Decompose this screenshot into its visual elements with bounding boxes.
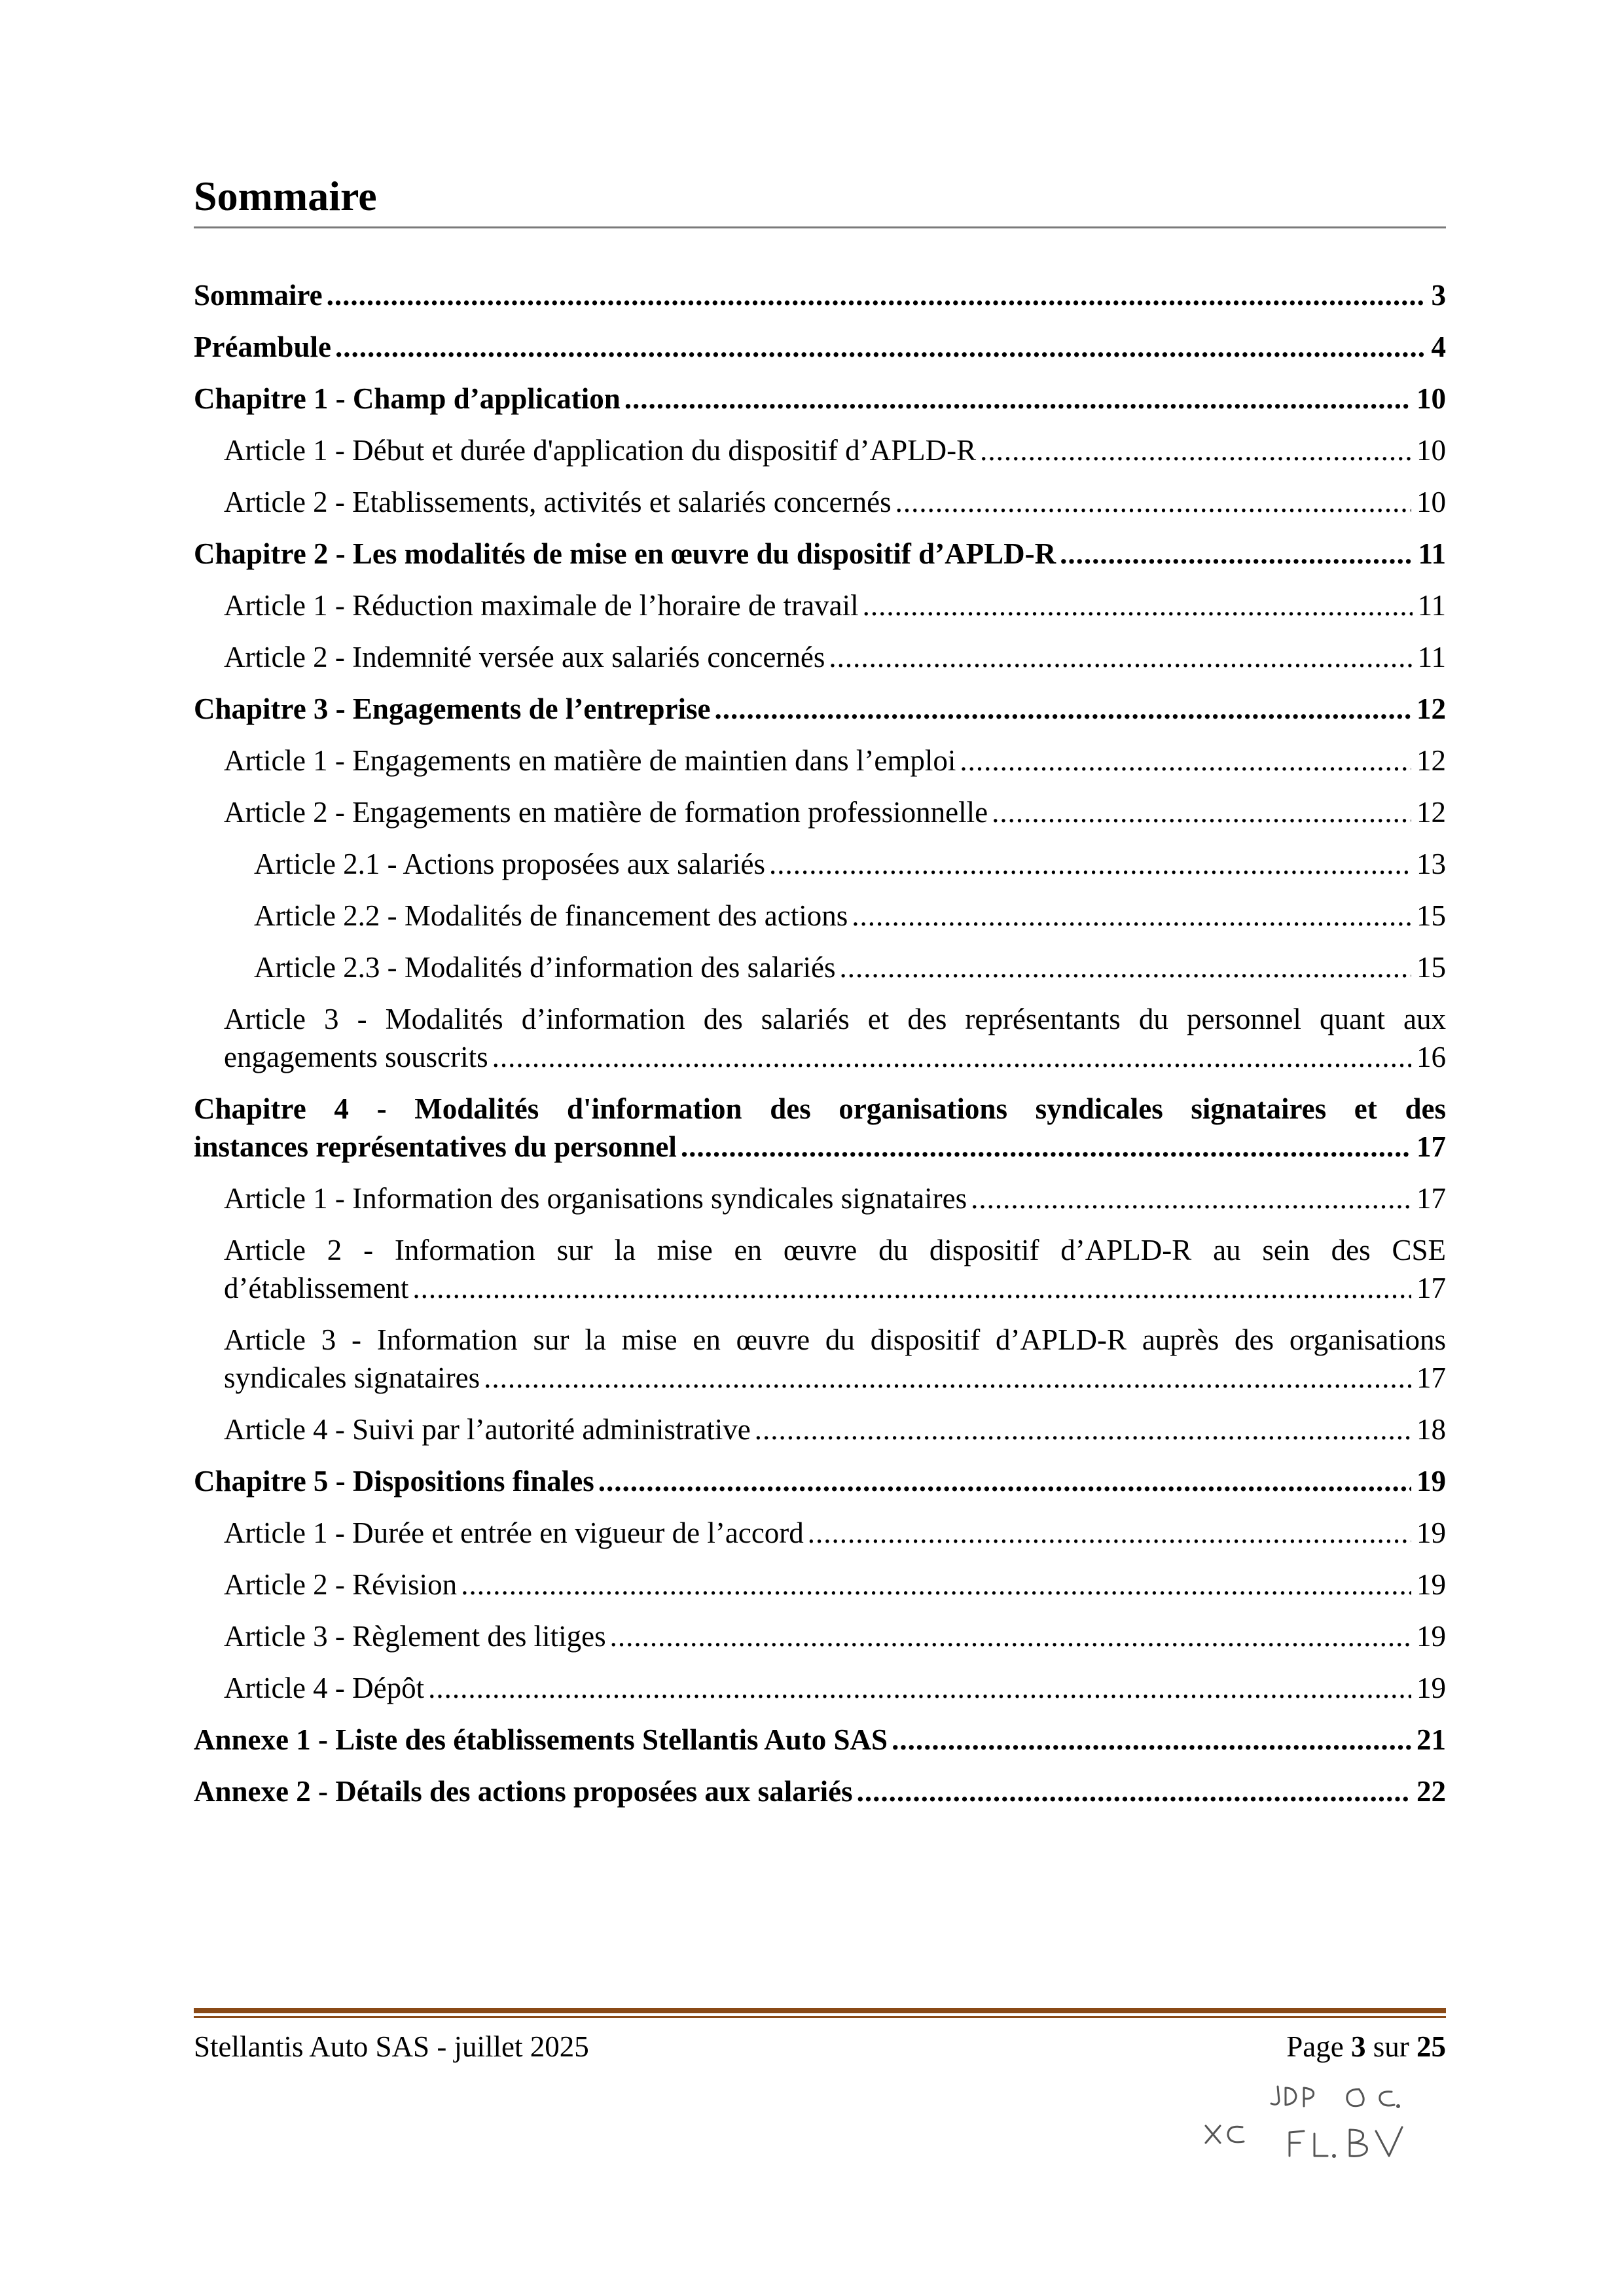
page-mid: sur — [1373, 2030, 1409, 2063]
toc-entry[interactable] — [194, 948, 1446, 986]
toc-dot-leader — [624, 380, 1411, 418]
toc-dot-leader — [484, 1359, 1411, 1397]
toc-entry-label: instances représentatives du personnel — [194, 1130, 677, 1163]
footer-rule — [194, 2008, 1446, 2013]
toc-entry-label: Chapitre 1 - Champ d’application — [194, 382, 621, 415]
toc-entry-label-line1: Article 3 - Modalités d’information des salariés et des représentants du personnel quant aux — [224, 1003, 1446, 1035]
toc-dot-leader — [335, 328, 1426, 366]
toc-entry-label: Article 2 - Révision — [224, 1568, 458, 1601]
toc-entry-page: 19 — [1416, 1465, 1446, 1498]
toc-dot-leader — [895, 483, 1411, 521]
footer-rule-thin — [194, 2016, 1446, 2018]
title-rule — [194, 226, 1446, 228]
table-of-contents — [194, 276, 1446, 1824]
toc-entry-label: Article 3 - Règlement des litiges — [224, 1620, 606, 1653]
toc-dot-leader — [892, 1721, 1411, 1759]
toc-entry[interactable] — [194, 1617, 1446, 1655]
toc-entry-label: Chapitre 2 - Les modalités de mise en œuvre du dispositif d’APLD-R — [194, 537, 1056, 570]
toc-entry-label: Article 1 - Engagements en matière de maintien dans l’emploi — [224, 744, 956, 777]
toc-entry-label: Article 1 - Durée et entrée en vigueur de l’accord — [224, 1516, 804, 1549]
toc-entry-page: 15 — [1416, 899, 1446, 932]
toc-entry[interactable] — [194, 1721, 1446, 1759]
footer-company-date: Stellantis Auto SAS - juillet 2025 — [194, 2030, 589, 2063]
toc-dot-leader — [428, 1669, 1411, 1707]
page-title: Sommaire — [194, 173, 377, 219]
toc-dot-leader — [829, 638, 1412, 676]
toc-entry[interactable] — [194, 690, 1446, 728]
toc-entry-page: 11 — [1418, 537, 1446, 570]
toc-dot-leader — [598, 1462, 1411, 1500]
toc-entry-label-line1: Chapitre 4 - Modalités d'information des organisations syndicales signataires et des — [194, 1092, 1446, 1125]
toc-entry[interactable] — [194, 1772, 1446, 1810]
toc-entry-page: 18 — [1416, 1413, 1446, 1446]
toc-entry-page: 4 — [1431, 331, 1446, 363]
toc-entry-page: 21 — [1416, 1723, 1446, 1756]
toc-entry-label: d’établissement — [224, 1272, 409, 1304]
toc-entry-label: Chapitre 5 - Dispositions finales — [194, 1465, 594, 1498]
toc-entry-page: 11 — [1417, 589, 1446, 622]
toc-entry-label: Article 1 - Information des organisations syndicales signataires — [224, 1182, 967, 1215]
toc-entry-page: 3 — [1431, 279, 1446, 312]
toc-entry[interactable] — [194, 1231, 1446, 1307]
toc-entry[interactable] — [194, 1514, 1446, 1552]
page-current: 3 — [1351, 2030, 1366, 2063]
toc-entry-label: syndicales signataires — [224, 1361, 480, 1394]
toc-dot-leader — [610, 1617, 1411, 1655]
toc-entry-page: 17 — [1416, 1272, 1446, 1304]
toc-entry-page: 11 — [1417, 641, 1446, 673]
toc-entry[interactable] — [194, 845, 1446, 883]
toc-entry[interactable] — [194, 1000, 1446, 1076]
toc-entry-label: Article 2 - Indemnité versée aux salariés concernés — [224, 641, 825, 673]
toc-entry-page: 19 — [1416, 1672, 1446, 1704]
toc-entry-page: 15 — [1416, 951, 1446, 984]
toc-entry-page: 10 — [1416, 486, 1446, 518]
toc-entry[interactable] — [194, 586, 1446, 624]
footer-page-number — [1286, 2028, 1446, 2066]
toc-dot-leader — [715, 690, 1412, 728]
toc-entry-page: 19 — [1416, 1568, 1446, 1601]
toc-entry-label: Article 2.2 - Modalités de financement des actions — [254, 899, 848, 932]
toc-entry-page: 10 — [1416, 382, 1446, 415]
toc-entry-page: 19 — [1416, 1620, 1446, 1653]
toc-entry-label-line1: Article 3 - Information sur la mise en œuvre du dispositif d’APLD-R auprès des organisations — [224, 1323, 1446, 1356]
toc-entry-page: 19 — [1416, 1516, 1446, 1549]
toc-entry-label-line1: Article 2 - Information sur la mise en œuvre du dispositif d’APLD-R au sein des CSE — [224, 1234, 1446, 1266]
toc-dot-leader — [327, 276, 1426, 314]
toc-entry[interactable] — [194, 1321, 1446, 1397]
toc-entry-label: engagements souscrits — [224, 1041, 488, 1073]
toc-entry-label: Article 2 - Engagements en matière de formation professionnelle — [224, 796, 988, 829]
toc-dot-leader — [960, 742, 1411, 780]
toc-dot-leader — [852, 897, 1411, 935]
toc-dot-leader — [857, 1772, 1411, 1810]
handwritten-initials-signature — [1198, 2075, 1434, 2166]
toc-entry[interactable] — [194, 897, 1446, 935]
toc-entry-page: 17 — [1416, 1130, 1446, 1163]
toc-entry-label: Article 4 - Suivi par l’autorité administrative — [224, 1413, 751, 1446]
toc-dot-leader — [971, 1179, 1411, 1217]
toc-entry[interactable] — [194, 1090, 1446, 1166]
toc-entry[interactable] — [194, 793, 1446, 831]
toc-entry[interactable] — [194, 1179, 1446, 1217]
toc-dot-leader — [769, 845, 1411, 883]
toc-entry[interactable] — [194, 1462, 1446, 1500]
toc-dot-leader — [461, 1566, 1411, 1604]
toc-entry[interactable] — [194, 1566, 1446, 1604]
toc-entry-label: Chapitre 3 - Engagements de l’entreprise — [194, 692, 711, 725]
toc-dot-leader — [980, 431, 1411, 469]
toc-entry-page: 17 — [1416, 1182, 1446, 1215]
toc-entry[interactable] — [194, 276, 1446, 314]
toc-entry[interactable] — [194, 483, 1446, 521]
page-prefix: Page — [1286, 2030, 1344, 2063]
toc-dot-leader — [412, 1269, 1411, 1307]
toc-dot-leader — [808, 1514, 1411, 1552]
toc-entry-label: Article 1 - Début et durée d'application du dispositif d’APLD-R — [224, 434, 977, 467]
toc-entry-page: 12 — [1416, 796, 1446, 829]
toc-entry-page: 10 — [1416, 434, 1446, 467]
toc-entry-label: Article 2 - Etablissements, activités et salariés concernés — [224, 486, 892, 518]
toc-entry-label: Article 2.1 - Actions proposées aux salariés — [254, 848, 766, 880]
toc-entry-label: Préambule — [194, 331, 331, 363]
toc-entry-label: Sommaire — [194, 279, 323, 312]
toc-entry-page: 12 — [1416, 744, 1446, 777]
toc-entry[interactable] — [194, 1669, 1446, 1707]
toc-entry-page: 12 — [1416, 692, 1446, 725]
toc-entry[interactable] — [194, 535, 1446, 573]
toc-entry-label: Article 2.3 - Modalités d’information des salariés — [254, 951, 836, 984]
toc-dot-leader — [863, 586, 1413, 624]
toc-entry-label: Annexe 2 - Détails des actions proposées aux salariés — [194, 1775, 853, 1808]
toc-dot-leader — [840, 948, 1411, 986]
toc-dot-leader — [681, 1128, 1411, 1166]
toc-dot-leader — [755, 1410, 1411, 1448]
toc-entry-page: 16 — [1416, 1041, 1446, 1073]
toc-entry[interactable] — [194, 638, 1446, 676]
toc-entry-label: Annexe 1 - Liste des établissements Stellantis Auto SAS — [194, 1723, 888, 1756]
toc-entry-page: 13 — [1416, 848, 1446, 880]
toc-entry[interactable] — [194, 328, 1446, 366]
toc-entry-label: Article 4 - Dépôt — [224, 1672, 425, 1704]
toc-entry[interactable] — [194, 380, 1446, 418]
toc-dot-leader — [492, 1038, 1411, 1076]
toc-entry-label: Article 1 - Réduction maximale de l’horaire de travail — [224, 589, 859, 622]
toc-entry-page: 22 — [1416, 1775, 1446, 1808]
page-total: 25 — [1416, 2030, 1446, 2063]
toc-entry[interactable] — [194, 431, 1446, 469]
toc-dot-leader — [1060, 535, 1413, 573]
toc-entry[interactable] — [194, 1410, 1446, 1448]
toc-dot-leader — [992, 793, 1411, 831]
toc-entry-page: 17 — [1416, 1361, 1446, 1394]
toc-entry[interactable] — [194, 742, 1446, 780]
